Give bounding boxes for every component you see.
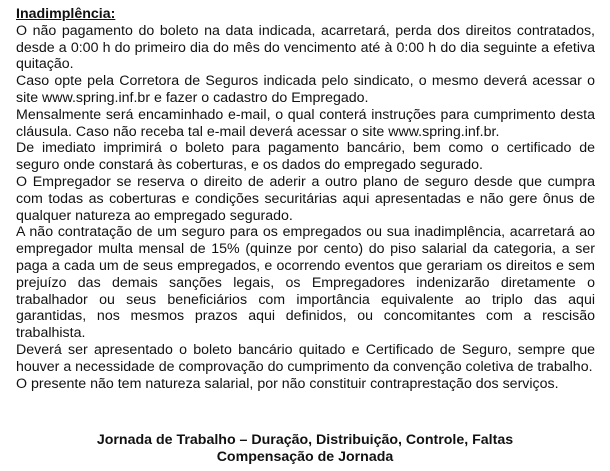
paragraph-nonpayment: O não pagamento do boleto na data indicada, acarretará, perda dos direitos contratados, desde a 0:00 h do primeiro dia do mês do vencimento até à 0:00 h do dia seguinte a efetiva quitação.	[16, 22, 595, 73]
paragraph-penalty: A não contratação de um seguro para os empregados ou sua inadimplência, acarretará ao empregador multa mensal de 15% (quinze por cento) do piso salarial da categoria, a ser paga a cada um de seus empregados, e ocorrendo eventos que gerariam os direitos e sem prejuízo das demais sanções legais, os Empregadores indenizarão diretamente o trabalhador ou seus beneficiários com importância equivalente ao triplo das aqui garantidas, nos mesmos prazos aqui definidos, ou concomitantes com a rescisão trabalhista.	[16, 224, 595, 342]
next-section-title-line2: Compensação de Jornada	[216, 449, 394, 465]
clause-body	[16, 23, 595, 393]
paragraph-proof: Deverá ser apresentado o boleto bancário quitado e Certificado de Seguro, sempre que houver a necessidade de comprovação do cumprimento da convenção coletiva de trabalho.	[16, 341, 595, 375]
paragraph-broker-signup: Caso opte pela Corretora de Seguros indicada pelo sindicato, o mesmo deverá acessar o site www.spring.inf.br e fazer o cadastro do Empregado.	[16, 73, 595, 106]
paragraph-monthly-email: Mensalmente será encaminhado e-mail, o qual conterá instruções para cumprimento desta cláusula. Caso não receba tal e-mail deverá acessar o site www.spring.inf.br.	[16, 106, 595, 140]
paragraph-print-boleto: De imediato imprimirá o boleto para pagamento bancário, bem como o certificado de seguro onde constará às coberturas, e os dados do empregado segurado.	[16, 140, 595, 174]
section-heading: Inadimplência:	[16, 6, 116, 22]
next-section-title	[0, 432, 610, 466]
next-section-title-line1: Jornada de Trabalho – Duração, Distribuição, Controle, Faltas	[96, 432, 514, 448]
paragraph-non-salary: O presente não tem natureza salarial, por não constituir contraprestação dos serviços.	[16, 375, 559, 392]
paragraph-other-plan: O Empregador se reserva o direito de aderir a outro plano de seguro desde que cumpra com todas as coberturas e condições securitárias aqui apresentadas e não gere ônus de qualquer natureza ao empregado segurado.	[16, 173, 595, 224]
